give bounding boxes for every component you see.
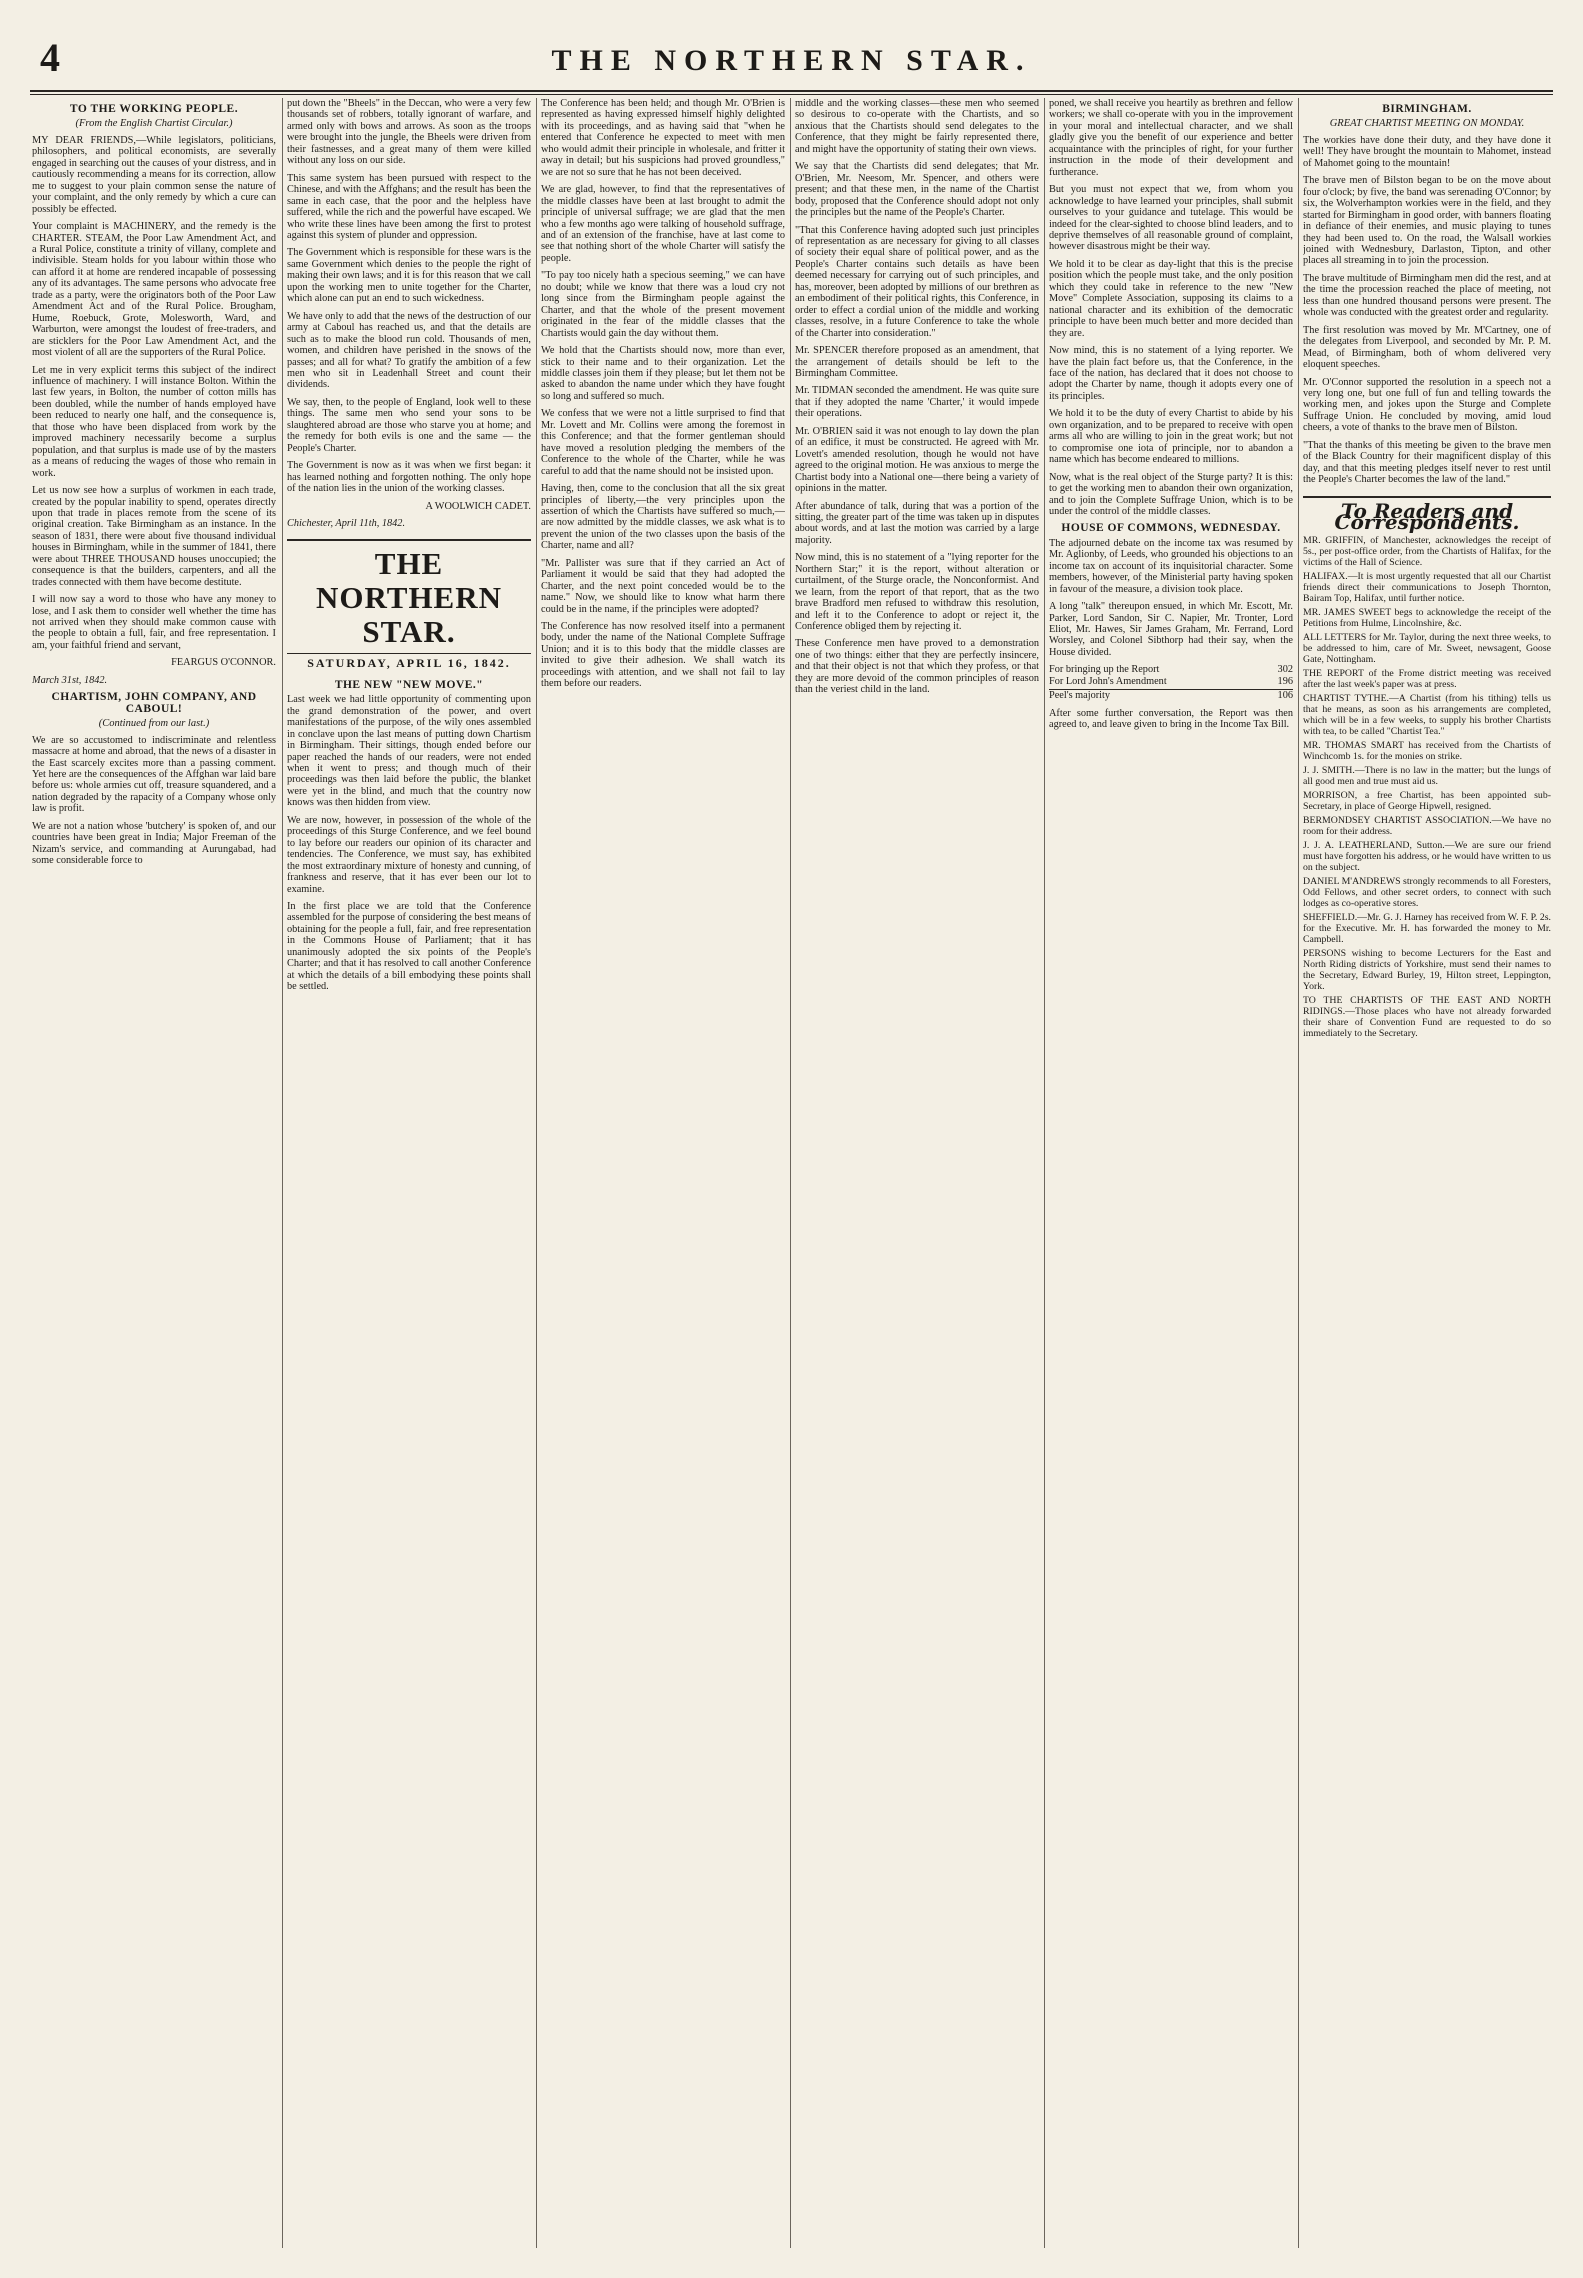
paragraph: After some further conversation, the Report was then agreed to, and leave given to bring in the Income Tax Bill. xyxy=(1049,707,1293,731)
column-1 xyxy=(32,98,276,2248)
article-heading: TO THE WORKING PEOPLE. xyxy=(69,103,239,115)
paragraph: Let us now see how a surplus of workmen in each trade, created by the popular inability to spend, operates directly upon that trade in places remote from the scene of its original creation. Take Birmingham as an instance. In the season of 1831, there were about five thousand individual houses in Birmingham, while in the summer of 1841, there were about THREE THOUSAND houses unoccupied; the consequence is that the builders, carpenters, and all the trades connected with them have become destitute. xyxy=(32,485,276,588)
paragraph: The workies have done their duty, and they have done it well! They have brought the mountain to Mahomet, instead of Mahomet going to the mountain! xyxy=(1303,134,1551,169)
paragraph: The Conference has been held; and though Mr. O'Brien is represented as having expressed himself highly delighted with its proceedings, and as having said that "when he entered that Conference he expected to meet with men who would admit their principle in wholesale, and fritter it away in detail; but his suspicions had proved groundless," we are not so sure that he has not been deceived. xyxy=(541,98,785,178)
paragraph: Now mind, this is no statement of a "lying reporter for the Northern Star;" it is the report, without alteration or curtailment, of the Sturge oracle, the Nonconformist. And we learn, from the report of that report, that as the two brave Bradford men refused to withdraw this resolution, and left it to the Conference to adopt or reject it, the Conference obliged them by rejecting it. xyxy=(795,552,1039,633)
paragraph: Now, what is the real object of the Sturge party? It is this: to get the working men to abandon their own organization, and to join the Complete Suffrage Union, which is to be under the control of the middle classes. xyxy=(1049,471,1293,517)
paragraph: The first resolution was moved by Mr. M'Cartney, one of the delegates from Liverpool, and seconded by Mr. P. M. Mead, of Birmingham, both of whom delivered very eloquent speeches. xyxy=(1303,324,1551,371)
paragraph: "Mr. Pallister was sure that if they carried an Act of Parliament it would be said that they had adopted the Charter, and the next point conceded would be to the name." Now, we should like to know what harm there could be in the name, if the principles were adopted? xyxy=(541,557,785,615)
signature: FEARGUS O'CONNOR. xyxy=(171,657,276,669)
masthead-rule xyxy=(30,90,1553,92)
page-number: 4 xyxy=(40,35,60,80)
masthead xyxy=(30,30,1553,88)
paragraph: Let me in very explicit terms this subject of the indirect influence of machinery. I will instance Bolton. Within the last few years, in Bolton, the number of cotton mills has been doubled, while the number of hands employed have been reduced to nearly one half, and the consequence is, that those who have been displaced from work by the improved machinery necessarily become a surplus population, and that surplus is made use of by the masters as a means of reducing the wages of those who remain in work. xyxy=(32,364,276,479)
paragraph: We hold it to be the duty of every Chartist to abide by his own organization, and to be prepared to receive with open arms all who are willing to join in the great work; but not to compromise one iota of principle, nor to abandon a name which has become endeared to millions. xyxy=(1049,408,1293,466)
notice-item: ALL LETTERS for Mr. Taylor, during the next three weeks, to be addressed to him, care of Mr. Sweet, newsagent, Goose Gate, Nottingham. xyxy=(1303,631,1551,665)
division-value: 302 xyxy=(1277,664,1293,676)
paragraph: The Conference has now resolved itself into a permanent body, under the name of the National Complete Suffrage Union; and it is to this body that the middle classes are invited to give their adhesion. We shall watch its proceedings with attention, and we shall not fail to lay them before our readers. xyxy=(541,621,785,690)
paragraph: Mr. O'BRIEN said it was not enough to lay down the plan of an edifice, it must be constructed. He agreed with Mr. Lovett's amended resolution, though he would not have agreed to the original motion. He was anxious to merge the Chartist body into a National one—there being a variety of opinions in the matter. xyxy=(795,425,1039,495)
paragraph: The Government is now as it was when we first began: it has learned nothing and forgotten nothing. The only hope of the nation lies in the union of the working classes. xyxy=(287,460,531,495)
paragraph: Your complaint is MACHINERY, and the remedy is the CHARTER. STEAM, the Poor Law Amendment Act, and a Rural Police, constitute a trinity of villany, complete and indivisible. Steam holds for you labour within those who can afford it at home are rendered incapable of possessing any of its advantages. The same persons who advocate free trade as a party, were the originators both of the Poor Law Amendment Act and of the Rural Police. Brougham, Hume, Roebuck, Grote, Molesworth, Ward, and Warburton, were amongst the loudest of free-traders, and are sticklers for the Poor Law Amendment Act, and the most violent of all are the supporters of the Rural Police. xyxy=(32,221,276,359)
paragraph: We are not a nation whose 'butchery' is spoken of, and our countries have been great in India; Major Freeman of the Nizam's service, and commanding at Aurungabad, had some considerable force to xyxy=(32,820,276,867)
paragraph: Mr. SPENCER therefore proposed as an amendment, that the arrangement of details should be left to the Birmingham Committee. xyxy=(795,345,1039,379)
issue-date: SATURDAY, APRIL 16, 1842. xyxy=(307,656,511,671)
notice-item: J. J. A. LEATHERLAND, Sutton.—We are sure our friend must have forgotten his address, or he would have written to us on the subject. xyxy=(1303,839,1551,873)
division-row xyxy=(1049,676,1293,687)
paragraph: These Conference men have proved to a demonstration one of two things: either that they are perfectly insincere, and that their object is not that which they profess, or that they are more devoid of the common principles of reason than the veriest child in the land. xyxy=(795,638,1039,696)
paragraph: The adjourned debate on the income tax was resumed by Mr. Aglionby, of Leeds, who grounded his objections to an income tax on account of its inquisitorial character. Some members, however, of the Ministerial party having spoken in favour of the measure, a division took place. xyxy=(1049,537,1293,595)
notice-item: THE REPORT of the Frome district meeting was received after the last week's paper was at press. xyxy=(1303,667,1551,690)
paragraph: poned, we shall receive you heartily as brethren and fellow workers; we shall co-operate with you in the improvement in your moral and intellectual character, and we shall gladly give you the benefit of our experience and better acquaintance with the principles of right, for your further instruction in the mode of their development and furtherance. xyxy=(1049,98,1293,178)
division-value: 106 xyxy=(1277,690,1293,702)
column-4 xyxy=(795,98,1039,2248)
paragraph: We are now, however, in possession of the whole of the proceedings of this Sturge Conference, and we feel bound to lay before our readers our opinion of its character and tendencies. The Conference, we must say, has exhibited the most extraordinary mixture of honesty and cunning, of frankness and reserve, that it has ever been our lot to examine. xyxy=(287,814,531,895)
paragraph: We hold that the Chartists should now, more than ever, stick to their name and to their organization. Let the middle classes join them if they please; but let them not be asked to abandon the name under which they have fought so long and suffered so much. xyxy=(541,345,785,402)
notice-item: MR. JAMES SWEET begs to acknowledge the receipt of the Petitions from Hulme, Lincolnshire, &c. xyxy=(1303,606,1551,629)
division-row xyxy=(1049,664,1293,675)
notice-item: TO THE CHARTISTS OF THE EAST AND NORTH RIDINGS.—Those places who have not already forwarded their share of Convention Fund are requested to do so immediately to the Secretary. xyxy=(1303,994,1551,1039)
article-heading: THE NEW "NEW MOVE." xyxy=(334,678,484,691)
division-list xyxy=(1049,664,1293,701)
paragraph: Mr. O'Connor supported the resolution in a speech not a very long one, but one full of fun and telling towards the working men, and jokes upon the Sturge and Complete Suffrage Union. He concluded by moving, amid loud cheers, a vote of thanks to the brave men of Bilston. xyxy=(1303,376,1551,434)
division-label: For bringing up the Report xyxy=(1049,664,1160,676)
article-source: (From the English Chartist Circular.) xyxy=(75,118,233,130)
notice-item: DANIEL M'ANDREWS strongly recommends to all Foresters, Odd Fellows, and other secret orders, to connect with such lodges as co-operative stores. xyxy=(1303,875,1551,909)
paragraph: We say, then, to the people of England, look well to these things. The same men who send your sons to be slaughtered abroad are those who starve you at home; and the remedy for both evils is one and the same — the People's Charter. xyxy=(287,396,531,454)
column-3 xyxy=(541,98,785,2248)
notice-item: MORRISON, a free Chartist, has been appointed sub-Secretary, in place of George Hipwell, resigned. xyxy=(1303,789,1551,812)
paragraph: I will now say a word to those who have any money to lose, and I ask them to consider well whether the time has not arrived when they should make common cause with the people to obtain a full, fair, and free representation. I am, your faithful friend and servant, xyxy=(32,594,276,651)
masthead-rule-thin xyxy=(30,94,1553,95)
paragraph: Last week we had little opportunity of commenting upon the grand demonstration of the power, and overt manifestations of the purpose, of the wily ones assembled in conclave upon the last means of putting down Chartism in Birmingham. Their sittings, though ended before our paper reached the hands of our readers, were not ended when it went to press; and though much of their proceedings was then laid before the public, the blanket were yet in the blind, and much that the country now knows was then hidden from view. xyxy=(287,694,531,809)
paragraph: Mr. TIDMAN seconded the amendment. He was quite sure that if they adopted the name 'Charter,' it would impede their operations. xyxy=(795,385,1039,420)
running-title: THE NORTHERN STAR. xyxy=(551,44,1032,77)
paragraph: We have only to add that the news of the destruction of our army at Caboul has reached us, and that the details are such as to make the blood run cold. Thousands of men, women, and children have perished in the snows of the passes; and all for what? To gratify the ambition of a few men who sit in Leadenhall Street and count their dividends. xyxy=(287,310,531,391)
column-5 xyxy=(1049,98,1293,2248)
division-value: 196 xyxy=(1277,675,1293,687)
article-subheading: GREAT CHARTIST MEETING ON MONDAY. xyxy=(1329,118,1525,130)
paragraph: "That this Conference having adopted such just principles of representation as are necessary for giving to all classes of society their equal share of political power, and as the People's Charter contains such details as have been deemed necessary for carrying out of such principles, and has, moreover, been adopted by millions of our brethren as an embodiment of their political rights, this Conference, in order to effect a cordial union of the middle and working classes, resolve, in a future Conference to take the whole of the Charter into consideration." xyxy=(795,224,1039,339)
column-6 xyxy=(1303,98,1551,2248)
paragraph: We say that the Chartists did send delegates; that Mr. O'Brien, Mr. Neesom, Mr. Spencer, and others were present; and that these men, in the name of the Chartist body, proposed that the Conference should adopt not only the principles but the name of the People's Charter. xyxy=(795,161,1039,219)
division-row xyxy=(1049,689,1293,701)
signature: A WOOLWICH CADET. xyxy=(425,500,531,512)
notice-item: SHEFFIELD.—Mr. G. J. Harney has received from W. F. P. 2s. for the Executive. Mr. H. has forwarded the money to Mr. Campbell. xyxy=(1303,911,1551,945)
article-heading: CHARTISM, JOHN COMPANY, AND CABOUL! xyxy=(51,691,257,715)
notice-item: MR. GRIFFIN, of Manchester, acknowledges the receipt of 5s., per post-office order, from the Chartists of Halifax, for the victims of the Hall of Science. xyxy=(1303,534,1551,568)
paragraph: The Government which is responsible for these wars is the same Government which denies to the people the right of making their own laws; and it is for this reason that we call upon the working men to unite together for the Charter, which alone can put an end to such wickedness. xyxy=(287,247,531,305)
paragraph: "To pay too nicely hath a specious seeming," we can have no doubt; while we know that there was a loud cry not long since from the Birmingham people against the Charter, and that the whole of the present movement originated in the fear of the middle classes that the Chartists would gain the day without them. xyxy=(541,270,785,339)
correspondents-heading: To Readers and Correspondents. xyxy=(1303,496,1551,529)
paragraph: put down the "Bheels" in the Deccan, who were a very few thousands set of robbers, totally ignorant of warfare, and armed only with bows and arrows. As soon as the troops were brought into the jungle, the Bheels were driven from their fastnesses, and a great many of them were killed without any loss on our side. xyxy=(287,98,531,167)
dateline: March 31st, 1842. xyxy=(32,674,108,686)
paragraph: A long "talk" thereupon ensued, in which Mr. Escott, Mr. Parker, Lord Sandon, Sir C. Napier, Mr. Tronter, Lord Eliot, Mr. Hawes, Sir James Graham, Mr. Ferrand, Lord Worsley, and Colonel Sibthorp had their say, when the House divided. xyxy=(1049,601,1293,658)
paragraph: Having, then, come to the conclusion that all the six great principles of liberty,—the very principles upon the assertion of which the Chartists have suffered so much,—are now admitted by the middle classes, we ask what is to prevent the union of the two classes upon the basis of the Charter, name and all? xyxy=(541,483,785,552)
paragraph: "That the thanks of this meeting be given to the brave men of the Black Country for their magnificent display of this day, and that this meeting pledges itself never to rest until the People's Charter becomes the law of the land." xyxy=(1303,439,1551,486)
article-continuation-note: (Continued from our last.) xyxy=(98,718,210,730)
notice-item: CHARTIST TYTHE.—A Chartist (from his tithing) tells us that he means, as soon as his arrangements are completed, which will be in a few weeks, to supply his brother Chartists with tea, to be called "Chartist Tea." xyxy=(1303,692,1551,737)
correspondents-notices xyxy=(1303,535,1551,1039)
paragraph: We confess that we were not a little surprised to find that Mr. Lovett and Mr. Collins were among the foremost in this Conference; and that the former gentleman should have moved a resolution pledging the members of the Conference to the whole of the Charter, while he was careful to add that the name should not be insisted upon. xyxy=(541,408,785,477)
newspaper-nameplate: THE NORTHERN STAR. xyxy=(287,539,531,654)
division-label: Peel's majority xyxy=(1049,690,1111,702)
paragraph: Now mind, this is no statement of a lying reporter. We have the plain fact before us, that the Conference, in the face of the nation, has declared that it does not choose to adopt the Charter by name, though it adopts every one of its principles. xyxy=(1049,345,1293,402)
notice-item: BERMONDSEY CHARTIST ASSOCIATION.—We have no room for their address. xyxy=(1303,814,1551,837)
paragraph: The brave multitude of Birmingham men did the rest, and at the time the procession reached the place of meeting, not less than one hundred thousand persons were present. The whole was conducted with the greatest order and regularity. xyxy=(1303,272,1551,319)
paragraph: We are so accustomed to indiscriminate and relentless massacre at home and abroad, that the news of a disaster in the East scarcely excites more than a passing comment. Yet here are the consequences of the Affghan war laid bare before us: whole armies cut off, treasure squandered, and a nation degraded by the rapacity of a Company whose only law is profit. xyxy=(32,734,276,815)
paragraph: After abundance of talk, during that was a portion of the sitting, the greater part of the time was taken up in disputes about words, and at last the motion was carried by a large majority. xyxy=(795,500,1039,546)
dateline: Chichester, April 11th, 1842. xyxy=(287,517,406,529)
article-heading: BIRMINGHAM. xyxy=(1382,103,1472,115)
paragraph: The brave men of Bilston began to be on the move about four o'clock; by five, the band was serenading O'Connor; by six, the Wolverhampton workies were in the field, and they started for Birmingham in good order, with banners floating in defiance of their enemies, and music playing to tunes they had been used to. On the road, the Walsall workies joined with Wednesbury, Darlaston, Tipton, and other places all streaming in to join the procession. xyxy=(1303,175,1551,267)
paragraph: middle and the working classes—these men who seemed so desirous to co-operate with the Chartists, and so anxious that the Chartists should send delegates to the Conference, that they might be fairly represented there, and might have the opportunity of stating their own views. xyxy=(795,98,1039,155)
paragraph: But you must not expect that we, from whom you acknowledge to have learned your principles, shall submit ourselves to your guidance and tutelage. This would be indeed for the clear-sighted to choose blind leaders, and to deprive themselves of all reasonable ground of complaint, however disastrous might be their way. xyxy=(1049,184,1293,253)
notice-item: PERSONS wishing to become Lecturers for the East and North Riding districts of Yorkshire, must send their names to the Secretary, Edward Burley, 19, Hilton street, Leppington, York. xyxy=(1303,947,1551,992)
columns xyxy=(30,98,1553,2248)
paragraph: We hold it to be clear as day-light that this is the precise position which the people must take, and the only position which they could take in reference to the new "New Move" Complete Association, supposing its claims to a national character and its exhibition of the democratic principle to have been much better and more decided than they are. xyxy=(1049,258,1293,339)
paragraph: This same system has been pursued with respect to the Chinese, and with the Affghans; and the result has been the same in each case, that the poor and the helpless have suffered, while the rich and the powerful have escaped. We who write these lines have been among the first to protest against this system of plunder and oppression. xyxy=(287,172,531,241)
notice-item: MR. THOMAS SMART has received from the Chartists of Winchcomb 1s. for the monies on strike. xyxy=(1303,739,1551,762)
paragraph: MY DEAR FRIENDS,—While legislators, politicians, philosophers, and political economists, are severally engaged in searching out the causes of your distress, and in cautiously recommending a means for its correction, allow me to suggest to your plain common sense the nature of your complaint, and the only remedy by which a cure can possibly be effected. xyxy=(32,134,276,215)
division-label: For Lord John's Amendment xyxy=(1049,675,1167,687)
notice-item: HALIFAX.—It is most urgently requested that all our Chartist friends direct their communications to Joseph Thornton, Bairam Top, Halifax, until further notice. xyxy=(1303,570,1551,604)
column-2 xyxy=(287,98,531,2248)
paragraph: We are glad, however, to find that the representatives of the middle classes have been at last brought to admit the principle of universal suffrage; we are glad that the men who a few months ago were talking of household suffrage, and of an extension of the franchise, have at last come to see that nothing short of the whole Charter will satisfy the people. xyxy=(541,184,785,264)
article-heading: HOUSE OF COMMONS, WEDNESDAY. xyxy=(1061,522,1281,535)
notice-item: J. J. SMITH.—There is no law in the matter; but the lungs of all good men and true must aid us. xyxy=(1303,764,1551,787)
paragraph: In the first place we are told that the Conference assembled for the purpose of considering the best means of obtaining for the people a full, fair, and free representation in the Commons House of Parliament; that it has unanimously adopted the six points of the People's Charter; and that it has resolved to call another Conference at which the details of a bill embodying these points shall be settled. xyxy=(287,901,531,993)
newspaper-page xyxy=(30,30,1553,2248)
